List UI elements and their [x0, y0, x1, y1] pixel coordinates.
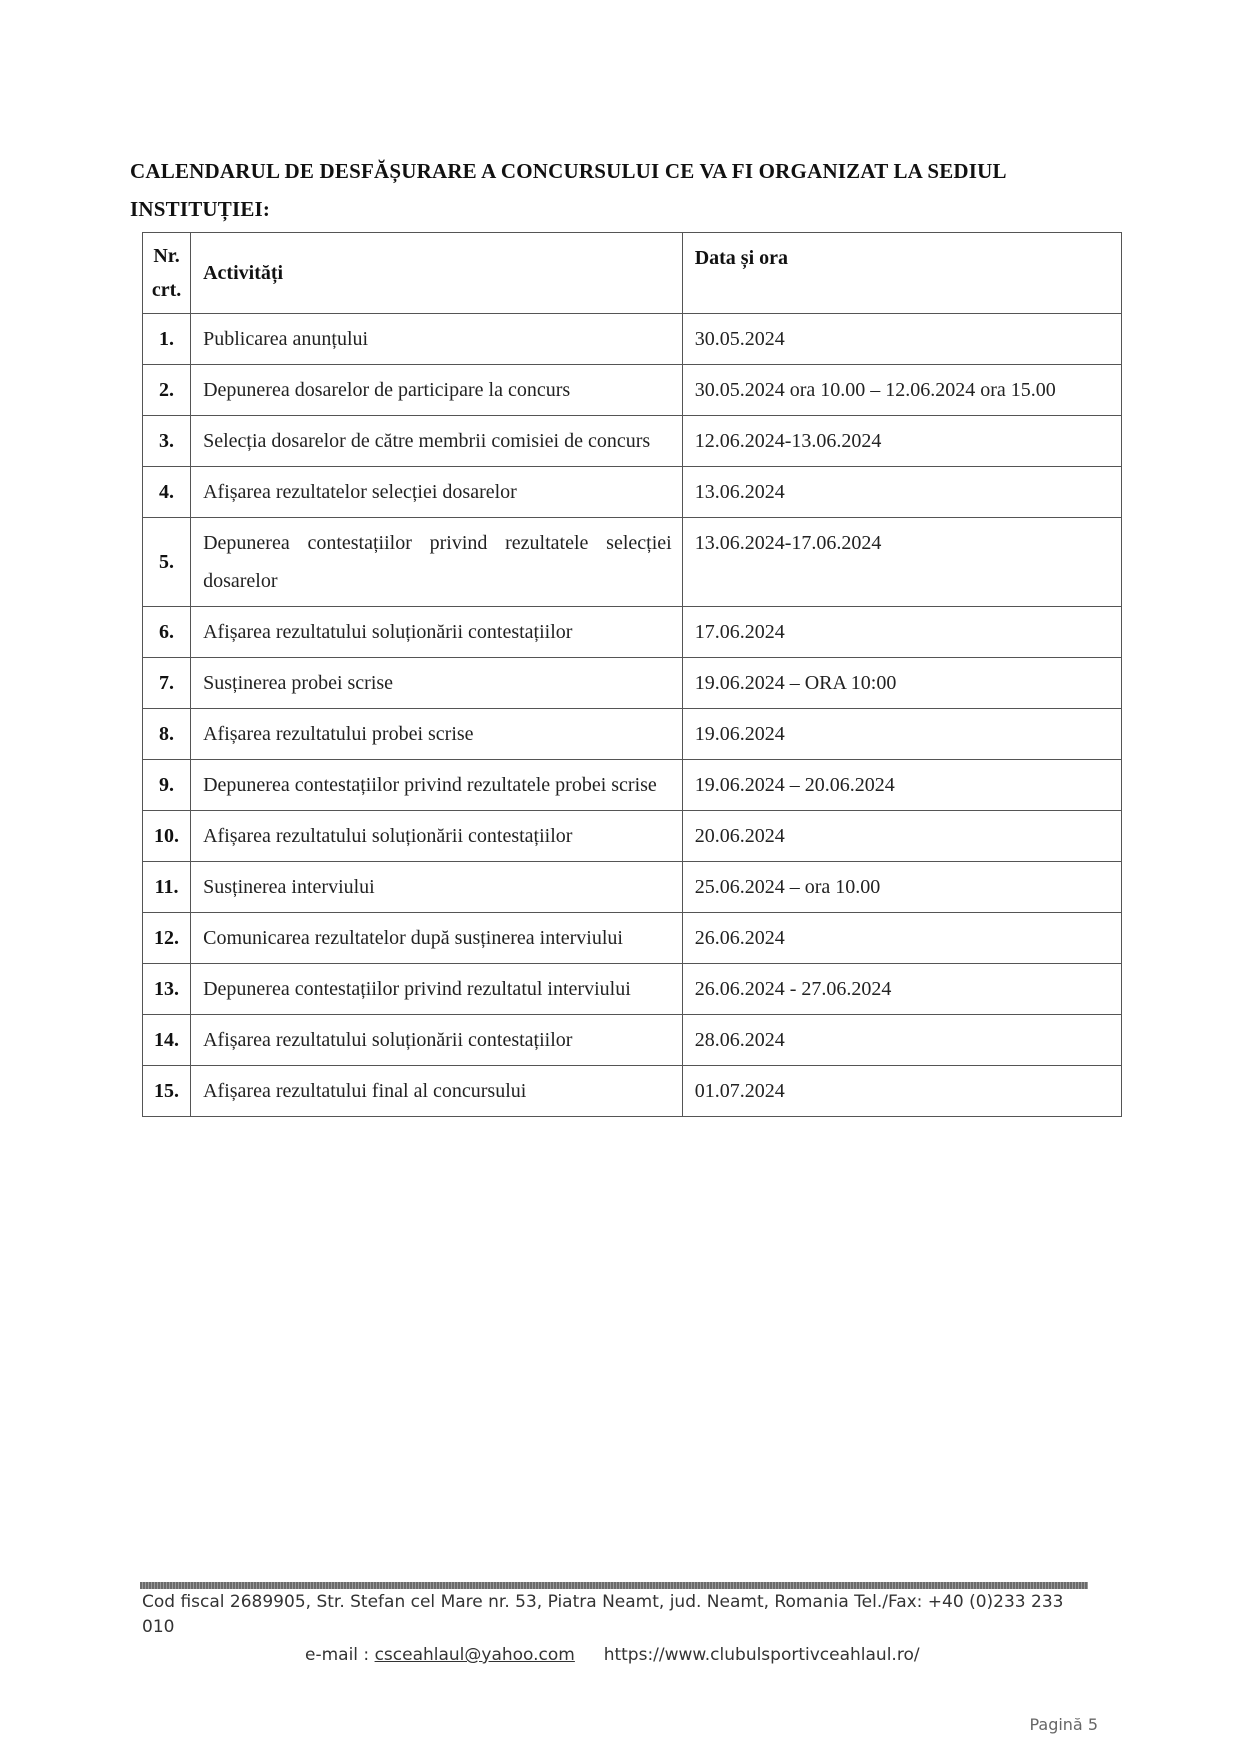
header-nr-line1: Nr. [153, 245, 180, 267]
row-activity: Susținerea interviului [191, 862, 683, 913]
row-activity: Comunicarea rezultatelor după susținerea interviului [191, 913, 683, 964]
row-activity: Afișarea rezultatului probei scrise [191, 709, 683, 760]
row-date: 19.06.2024 – 20.06.2024 [682, 760, 1121, 811]
row-date: 19.06.2024 – ORA 10:00 [682, 658, 1121, 709]
row-date: 17.06.2024 [682, 607, 1121, 658]
row-date: 20.06.2024 [682, 811, 1121, 862]
row-date: 12.06.2024-13.06.2024 [682, 416, 1121, 467]
row-activity: Publicarea anunțului [191, 314, 683, 365]
footer-divider [140, 1582, 1088, 1589]
row-activity: Afișarea rezultatului soluționării contestațiilor [191, 1015, 683, 1066]
footer-address: Cod fiscal 2689905, Str. Stefan cel Mare nr. 53, Piatra Neamt, jud. Neamt, Romania Tel./Fax: +40 (0)233 233 010 [142, 1592, 1064, 1637]
header-nr [143, 233, 191, 314]
row-number: 2. [143, 365, 191, 416]
table-row [143, 467, 1122, 518]
row-activity: Afișarea rezultatelor selecției dosarelor [191, 467, 683, 518]
table-row [143, 518, 1122, 607]
row-number: 11. [143, 862, 191, 913]
row-activity: Afișarea rezultatului final al concursului [191, 1066, 683, 1117]
website-link[interactable]: https://www.clubulsportivceahlaul.ro/ [603, 1645, 920, 1665]
header-activity: Activități [191, 233, 683, 314]
header-nr-line2: crt. [151, 279, 182, 301]
row-number: 7. [143, 658, 191, 709]
row-activity: Afișarea rezultatului soluționării contestațiilor [191, 607, 683, 658]
table-row [143, 760, 1122, 811]
row-date: 28.06.2024 [682, 1015, 1121, 1066]
email-link[interactable]: csceahlaul@yahoo.com [374, 1645, 575, 1665]
row-number: 12. [143, 913, 191, 964]
row-date: 26.06.2024 - 27.06.2024 [682, 964, 1121, 1015]
row-activity: Susținerea probei scrise [191, 658, 683, 709]
row-activity: Depunerea contestațiilor privind rezultatele selecției dosarelor [191, 518, 683, 607]
row-number: 14. [143, 1015, 191, 1066]
row-activity: Depunerea dosarelor de participare la concurs [191, 365, 683, 416]
table-row [143, 416, 1122, 467]
table-row [143, 964, 1122, 1015]
table-row [143, 365, 1122, 416]
row-date: 25.06.2024 – ora 10.00 [682, 862, 1121, 913]
row-date: 30.05.2024 ora 10.00 – 12.06.2024 ora 15.00 [682, 365, 1121, 416]
row-number: 6. [143, 607, 191, 658]
page-number: Pagină 5 [1029, 1715, 1098, 1734]
row-number: 9. [143, 760, 191, 811]
row-date: 30.05.2024 [682, 314, 1121, 365]
row-activity: Afișarea rezultatului soluționării contestațiilor [191, 811, 683, 862]
table-row [143, 709, 1122, 760]
row-number: 8. [143, 709, 191, 760]
table-row [143, 811, 1122, 862]
row-number: 1. [143, 314, 191, 365]
row-date: 01.07.2024 [682, 1066, 1121, 1117]
row-activity: Selecția dosarelor de către membrii comisiei de concurs [191, 416, 683, 467]
table-header-row [143, 233, 1122, 314]
row-number: 13. [143, 964, 191, 1015]
table-row [143, 607, 1122, 658]
row-date: 19.06.2024 [682, 709, 1121, 760]
row-number: 5. [143, 518, 191, 607]
row-activity: Depunerea contestațiilor privind rezultatele probei scrise [191, 760, 683, 811]
header-date: Data și ora [682, 233, 1121, 314]
email-label: e-mail : [305, 1645, 370, 1665]
row-activity: Depunerea contestațiilor privind rezultatul interviului [191, 964, 683, 1015]
table-row [143, 1015, 1122, 1066]
schedule-table [142, 232, 1122, 1117]
table-body [143, 314, 1122, 1117]
table-row [143, 658, 1122, 709]
row-date: 13.06.2024 [682, 467, 1121, 518]
row-number: 10. [143, 811, 191, 862]
row-number: 15. [143, 1066, 191, 1117]
row-date: 13.06.2024-17.06.2024 [682, 518, 1121, 607]
table-row [143, 314, 1122, 365]
table-row [143, 913, 1122, 964]
table-row [143, 1066, 1122, 1117]
document-title: CALENDARUL DE DESFĂȘURARE A CONCURSULUI CE VA FI ORGANIZAT LA SEDIUL INSTITUȚIEI: [130, 159, 1006, 221]
row-number: 4. [143, 467, 191, 518]
footer-contact [305, 1643, 920, 1668]
table-row [143, 862, 1122, 913]
row-number: 3. [143, 416, 191, 467]
row-date: 26.06.2024 [682, 913, 1121, 964]
